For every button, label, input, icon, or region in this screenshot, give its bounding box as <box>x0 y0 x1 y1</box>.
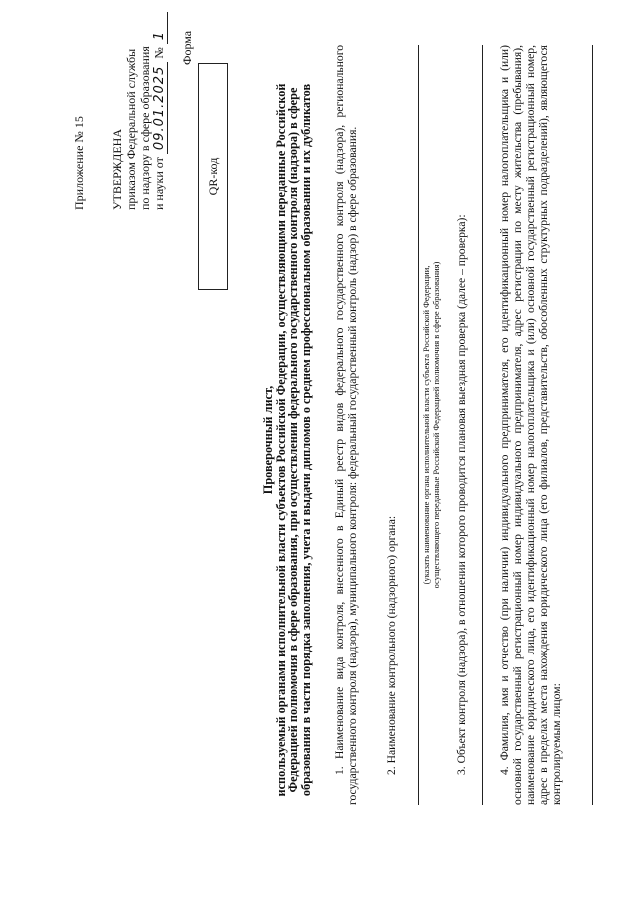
item-2-field-line <box>418 45 419 805</box>
item-2-note-line1: (указать наименование органа исполнительной власти субъекта Российской Федерации, <box>421 265 431 585</box>
document-title <box>262 45 312 835</box>
approval-line3 <box>152 10 168 210</box>
item-1-text: 1. Наименование вида контроля, внесенного в Единый реестр видов федерального государственного контроля (надзора), регионального государственного контроля (надзора), муниципального контроля: федеральный государственный контроль (надзор) в сфере образования. <box>333 45 359 805</box>
title-line4: образования в части порядка заполнения, учета и выдачи дипломов о среднем профессиональном образовании и их дубликатов <box>298 83 313 797</box>
approval-number-prefix: № <box>152 47 166 59</box>
form-label: Форма <box>180 30 194 65</box>
item-4-text: 4. Фамилия, имя и отчество (при наличии) индивидуального предпринимателя, его идентификационный номер налогоплательщика и (или) основной государственный регистрационный номер индивидуального предпринимателя, адрес регистрации по месту жительства (пребывания), наименование юридического лица, его идентификационный номер налогоплательщика и (или) основной государственный регистрационный номер, адрес в пределах места нахождения юридического лица (его филиалов, представительств, обособленных структурных подразделений), являющегося контролируемым лицом: <box>498 45 563 805</box>
approval-block <box>110 10 168 210</box>
item-2-note-line2: осуществляющего переданные Российской Федерацией полномочия в сфере образования) <box>431 261 441 589</box>
qr-code-label: QR-код <box>206 157 220 196</box>
title-line3: Федерацией полномочия в сфере образования, при осуществлении федерального государственного контроля (надзора) в сфере <box>286 87 301 793</box>
title-line2: используемый органами исполнительной власти субъектов Российской Федерации, осуществляющими переданные Российской <box>273 83 288 797</box>
item-3-text: 3. Объект контроля (надзора), в отношении которого проводится плановая выездная проверка (далее – проверка): <box>455 214 468 775</box>
approval-date: 09.01.2025 <box>153 62 168 154</box>
approval-line2: по надзору в сфере образования <box>138 46 152 210</box>
qr-code-box <box>198 63 228 290</box>
approval-number: 1 <box>153 12 168 44</box>
approval-line1: приказом Федеральной службы <box>124 48 138 210</box>
item-4-field-line <box>592 45 593 805</box>
title-line1: Проверочный лист, <box>261 385 275 495</box>
appendix-label: Приложение № 15 <box>72 116 86 210</box>
item-3-field-line <box>482 45 483 805</box>
item-2-note <box>421 45 441 805</box>
item-2-text: 2. Наименование контрольного (надзорного) органа: <box>385 515 398 775</box>
approval-line3-prefix: и науки от <box>152 157 166 210</box>
approval-approved: УТВЕРЖДЕНА <box>110 128 124 210</box>
